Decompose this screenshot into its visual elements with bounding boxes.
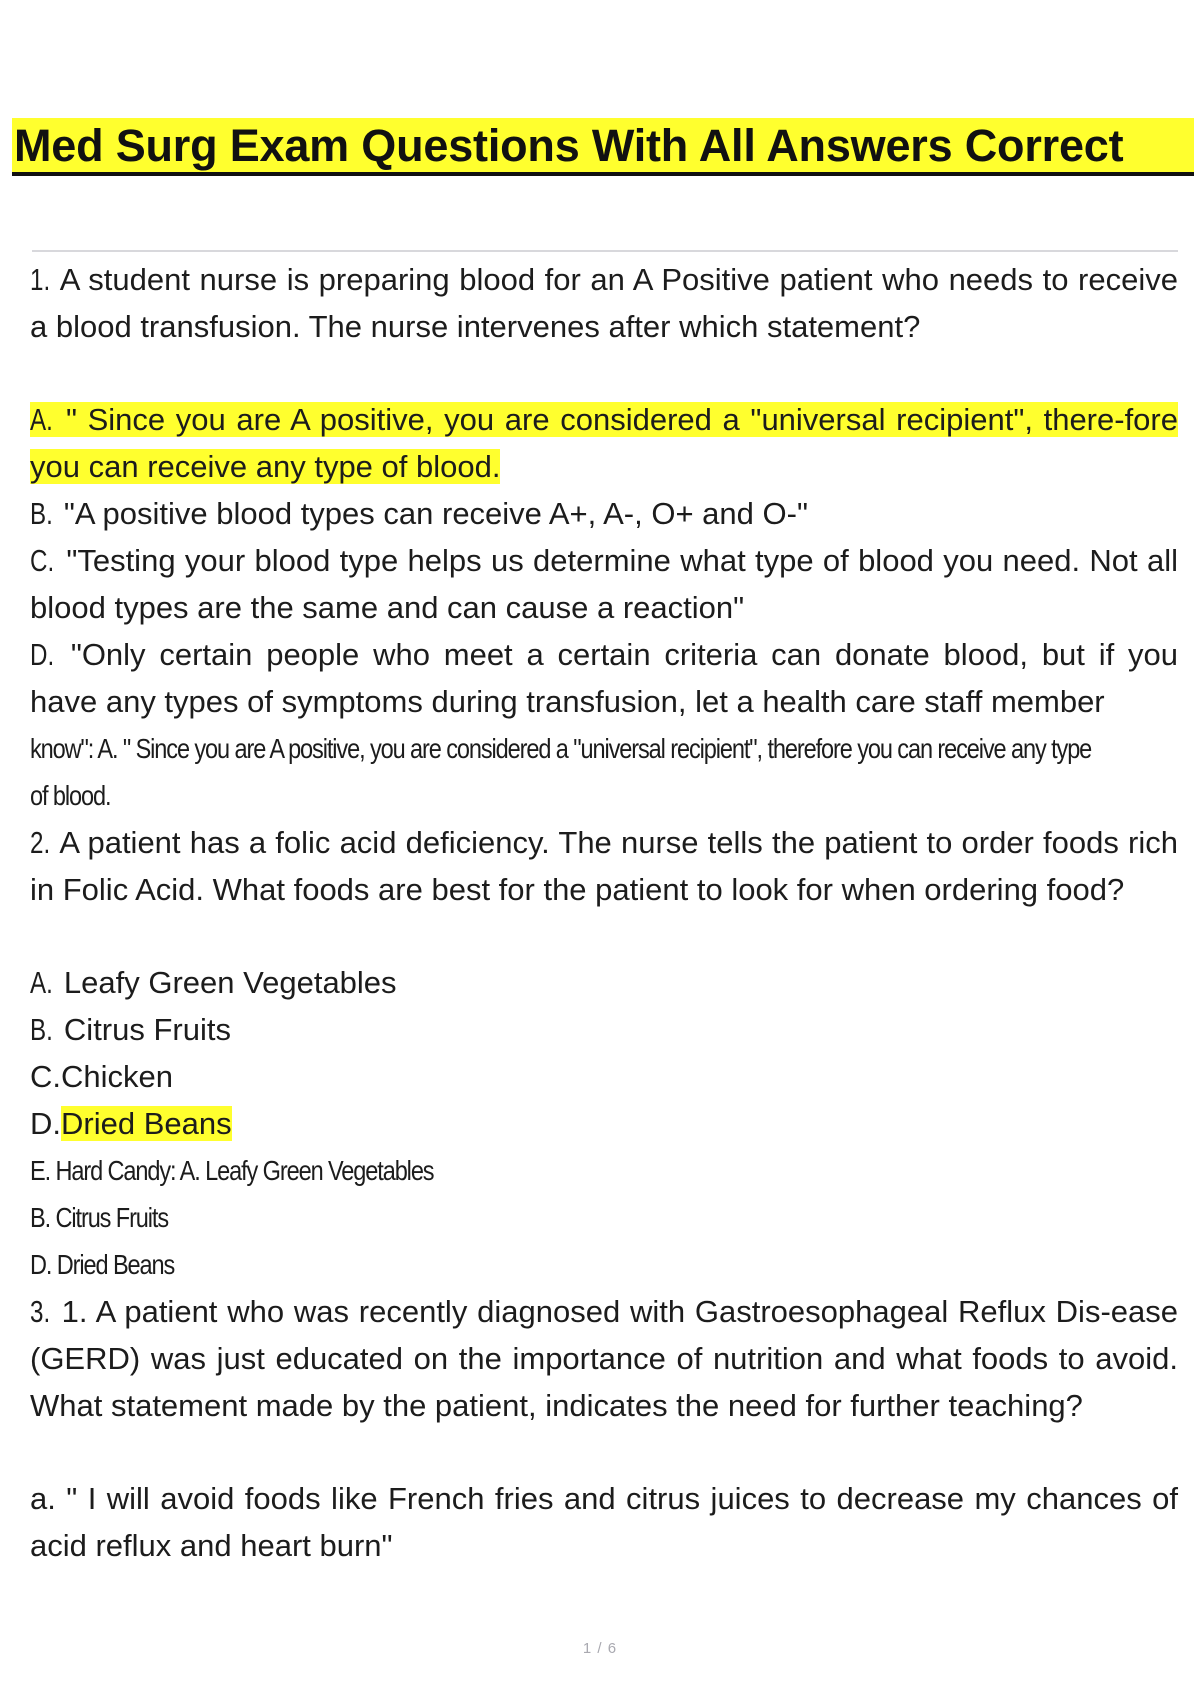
document-body xyxy=(30,256,1178,1569)
question-number: 1. xyxy=(30,262,51,297)
question-1-answer-tail: of blood. xyxy=(30,780,111,811)
question-2-option-b: B. Citrus Fruits xyxy=(30,1012,231,1047)
question-1-option-c: C. "Testing your blood type helps us determine what type of blood you need. Not all blood types are the same and can cause a reaction" xyxy=(30,543,1178,625)
highlighted-answer: Dried Beans xyxy=(61,1106,232,1141)
question-2-option-d: D.Dried Beans xyxy=(30,1106,232,1141)
question-2-answer: E. Hard Candy: A. Leafy Green Vegetables xyxy=(30,1155,434,1186)
question-2-stem: 2. A patient has a folic acid deficiency. The nurse tells the patient to order foods rich in Folic Acid. What foods are best for the patient to look for when ordering food? xyxy=(30,819,1178,913)
question-number: 3. xyxy=(30,1294,51,1329)
page-indicator: 1 / 6 xyxy=(582,1640,618,1657)
question-number: 2. xyxy=(30,825,51,860)
question-3-option-a: a. " I will avoid foods like French fries and citrus juices to decrease my chances of acid reflux and heart burn" xyxy=(30,1481,1178,1563)
question-1-option-b: B. "A positive blood types can receive A+, A-, O+ and O-" xyxy=(30,496,808,531)
title-banner xyxy=(12,118,1194,176)
question-3-stem: 3. 1. A patient who was recently diagnosed with Gastroesophageal Reflux Dis-ease (GERD) was just educated on the importance of nutrition and what foods to avoid. What statement made by the patient, indicates the need for further teaching? xyxy=(30,1288,1178,1429)
document-title: Med Surg Exam Questions With All Answers Correct xyxy=(14,120,1124,171)
question-1-stem: 1. A student nurse is preparing blood for an A Positive patient who needs to receive a blood transfusion. The nurse intervenes after which statement? xyxy=(30,256,1178,350)
highlighted-answer: A. " Since you are A positive, you are considered a "universal recipient", there-fore you can receive any type of blood. xyxy=(30,402,1178,484)
divider xyxy=(32,250,1178,252)
question-1-option-a xyxy=(30,396,1178,490)
question-1-answer: know": A. " Since you are A positive, you are considered a "universal recipient", therefore you can receive any type xyxy=(30,733,1092,764)
question-2-answer-d: D. Dried Beans xyxy=(30,1249,175,1280)
question-2-answer-b: B. Citrus Fruits xyxy=(30,1202,169,1233)
question-2-option-a: A. Leafy Green Vegetables xyxy=(30,965,397,1000)
question-1-option-d: D. "Only certain people who meet a certain criteria can donate blood, but if you have any types of symptoms during transfusion, let a health care staff member xyxy=(30,637,1178,719)
question-2-option-c: C.Chicken xyxy=(30,1059,173,1094)
